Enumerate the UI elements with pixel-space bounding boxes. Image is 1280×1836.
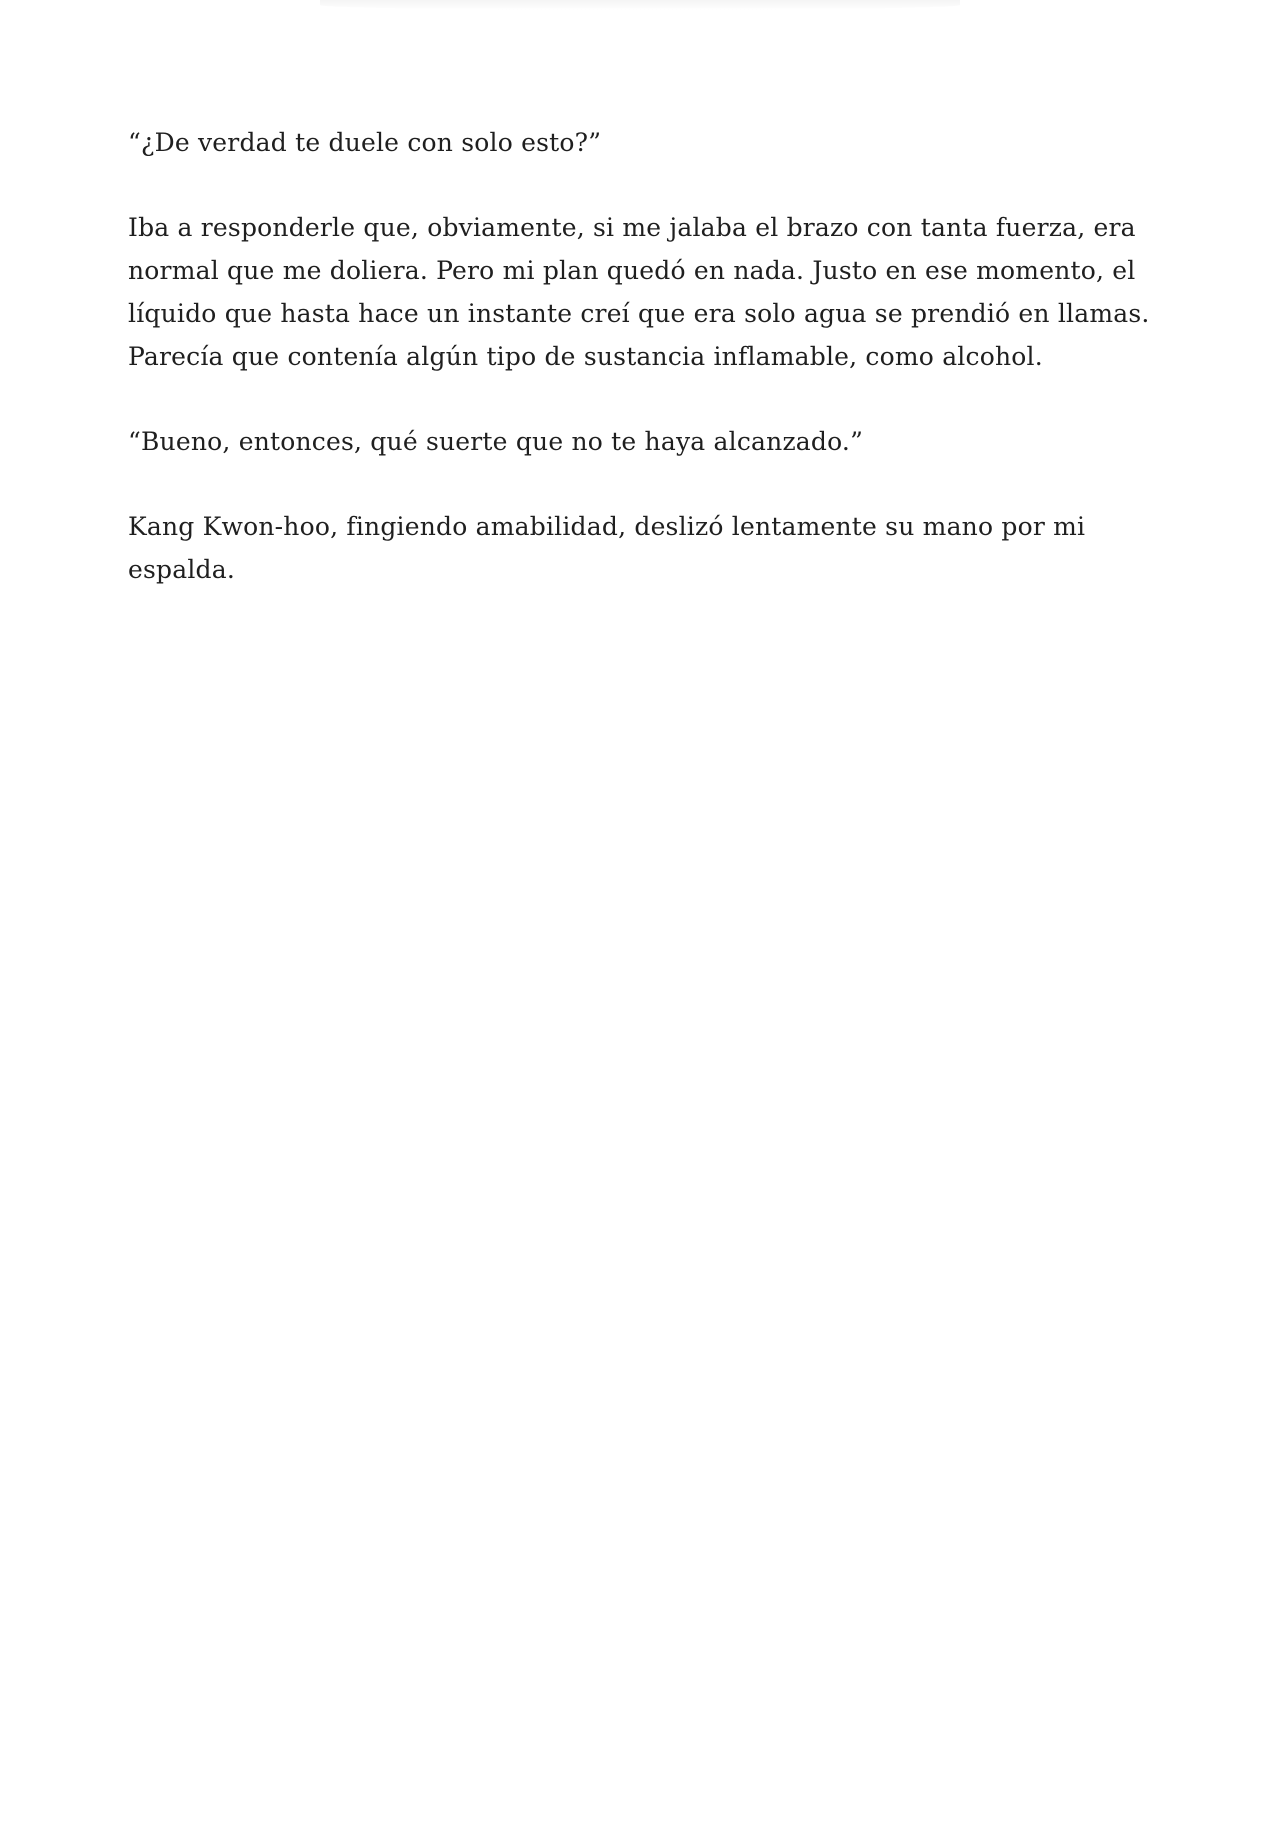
paragraph-narration-1: Iba a responderle que, obviamente, si me jalaba el brazo con tanta fuerza, era normal que me doliera. Pero mi plan quedó en nada. Justo en ese momento, el líquido que hasta hace un instante creí que era solo agua se prendió en llamas. Parecía que contenía algún tipo de sustancia inflamable, como alcohol.: [128, 213, 1150, 371]
paragraph-dialogue-1: “¿De verdad te duele con solo esto?”: [128, 128, 602, 157]
paragraph-dialogue-2: “Bueno, entonces, qué suerte que no te haya alcanzado.”: [128, 427, 864, 456]
paragraph-narration-2: Kang Kwon-hoo, fingiendo amabilidad, deslizó lentamente su mano por mi espalda.: [128, 512, 1086, 584]
reader-page[interactable]: [128, 121, 1168, 591]
top-edge-shadow: [320, 0, 960, 10]
